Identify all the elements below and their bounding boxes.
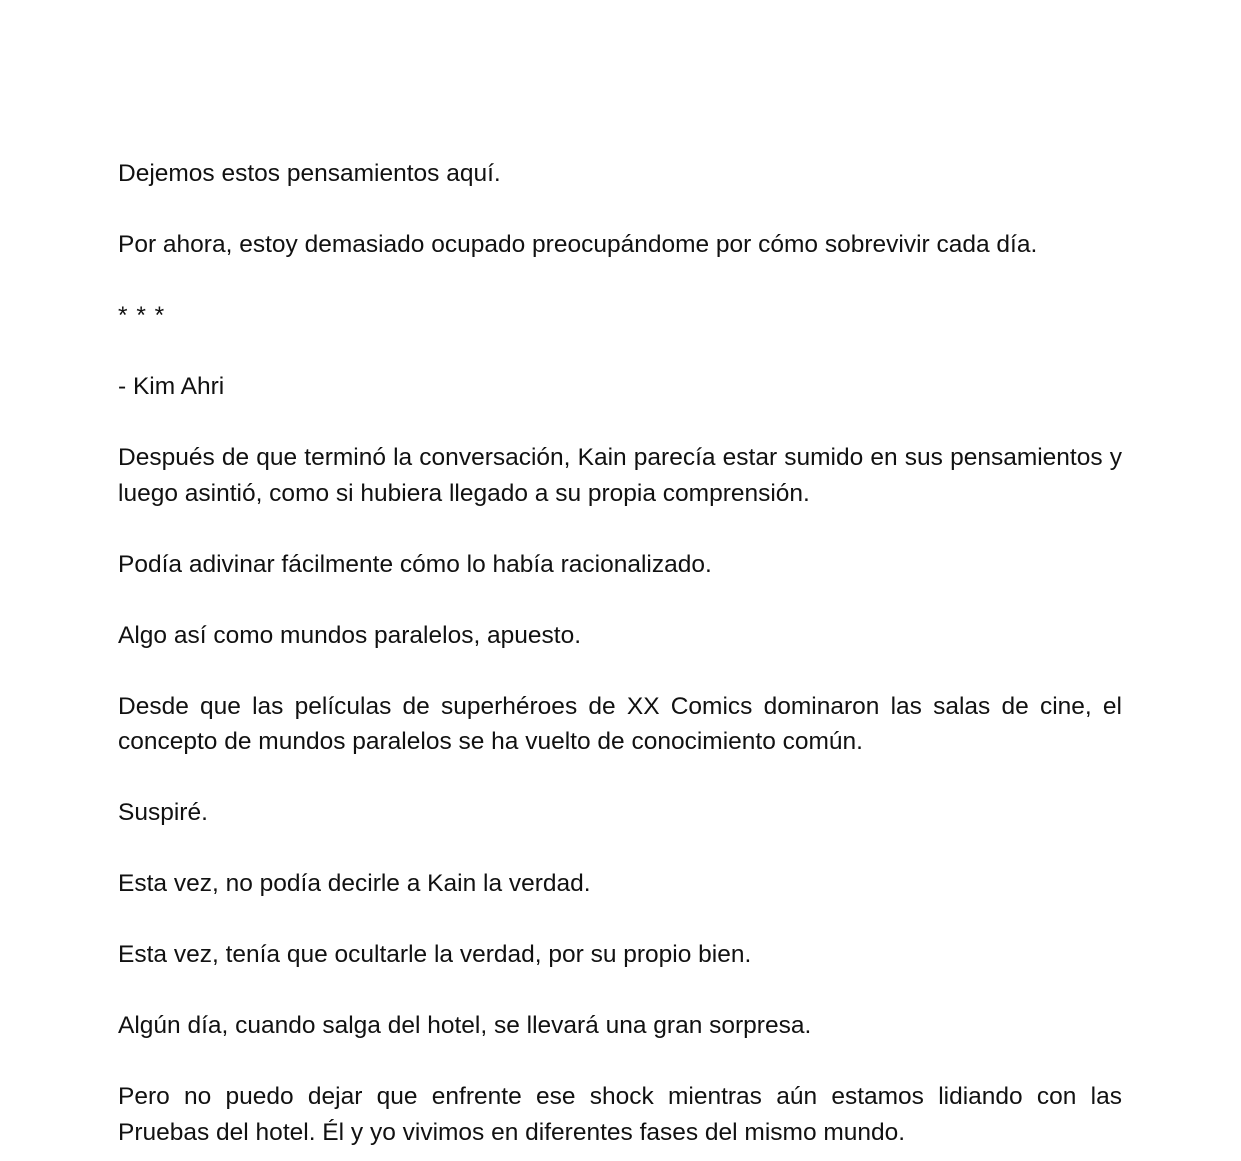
paragraph: Suspiré. xyxy=(118,799,208,826)
paragraph: Desde que las películas de superhéroes de XX Comics dominaron las salas de cine, el concepto de mundos paralelos se ha vuelto de conocimiento común. xyxy=(118,692,1122,755)
paragraph: Esta vez, no podía decirle a Kain la verdad. xyxy=(118,870,591,897)
scene-separator: * * * xyxy=(118,302,166,329)
paragraph: Algo así como mundos paralelos, apuesto. xyxy=(118,621,582,649)
paragraph: Por ahora, estoy demasiado ocupado preocupándome por cómo sobrevivir cada día. xyxy=(118,231,1038,258)
paragraph: Algún día, cuando salga del hotel, se llevará una gran sorpresa. xyxy=(118,1012,812,1039)
section-heading: - Kim Ahri xyxy=(118,373,225,400)
paragraph: Podía adivinar fácilmente cómo lo había racionalizado. xyxy=(118,550,712,578)
paragraph: Esta vez, tenía que ocultarle la verdad, por su propio bien. xyxy=(118,941,752,968)
document-page xyxy=(118,156,1122,1150)
paragraph: Después de que terminó la conversación, Kain parecía estar sumido en sus pensamientos y luego asintió, como si hubiera llegado a su propia comprensión. xyxy=(118,444,1122,507)
paragraph: Dejemos estos pensamientos aquí. xyxy=(118,160,501,187)
paragraph: Pero no puedo dejar que enfrente ese shock mientras aún estamos lidiando con las Pruebas del hotel. Él y yo vivimos en diferentes fases del mismo mundo. xyxy=(118,1083,1122,1146)
